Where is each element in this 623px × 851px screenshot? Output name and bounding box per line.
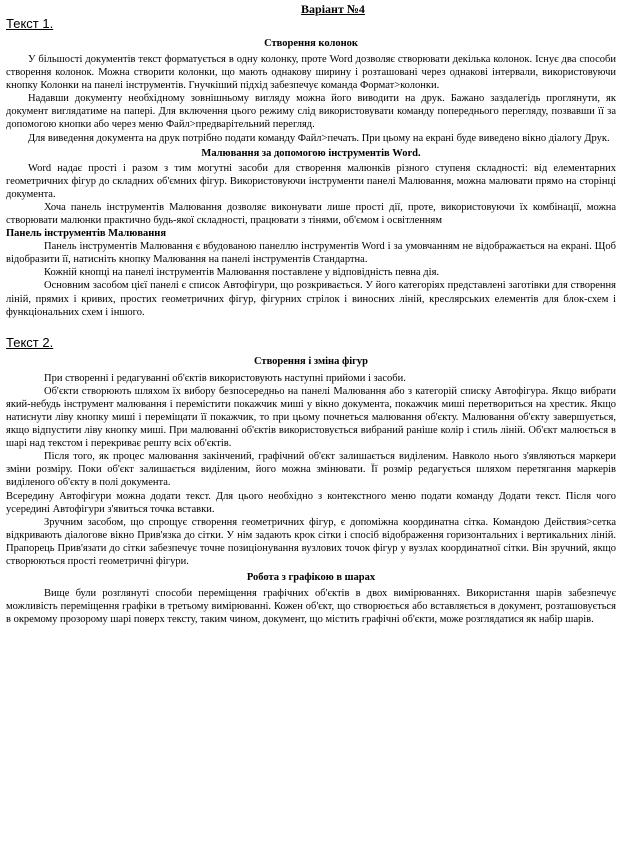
paragraph: У більшості документів текст форматується в одну колонку, проте Word дозволяє створювати декілька колонок. Існує два способи створення колонок. Можна створити колонки, що мають однакову ширину і розташовані через однакові інтервали, використовуючи кнопку Колонки на панелі інструментів. Гнучкіший підхід забезпечує команда Формат>колонки.	[6, 54, 616, 92]
paragraph: Вище були розглянуті способи переміщення графічних об'єктів в двох вимірюваннях. Використання шарів забезпечує можливість переміщення графіки в третьому вимірюванні. Кожен об'єкт, що створюється або вставляється в документ, розташовується в окремому прозорому шарі поверх тексту, таким чином, документ, що містить графічні об'єкти, може розглядатися як набір шарів.	[6, 588, 616, 626]
paragraph: Хоча панель інструментів Малювання дозволяє виконувати лише прості дії, проте, використовуючи їх комбінації, можна створювати малюнки практично будь-якої складності, працювати з тінями, об'ємом і освітленням	[6, 201, 616, 227]
document-page	[6, 0, 616, 626]
text1-label: Текст 1.	[6, 16, 54, 31]
paragraph: При створенні і редагуванні об'єктів використовують наступні прийоми і засоби.	[44, 372, 406, 384]
heading-columns: Створення колонок	[264, 38, 358, 49]
paragraph: Для виведення документа на друк потрібно подати команду Файл>печать. При цьому на екрані буде виведено вікно діалогу Друк.	[28, 132, 610, 144]
heading-layers: Робота з графікою в шарах	[246, 572, 376, 584]
text2-label: Текст 2.	[6, 334, 54, 350]
paragraph: Основним засобом цієї панелі є список Автофігури, що розкривається. У його категоріях представлені заготівки для створення ліній, прямих і кривих, простих геометричних фігур, фігурних стрілок і виносних ліній, креслярських елементів для блок-схем і функціональних схем і іншого.	[6, 280, 616, 318]
variant-title: Варіант №4	[301, 2, 365, 16]
paragraph: Word надає прості і разом з тим могутні засоби для створення малюнків різного ступеня складності: від елементарних геометричних фігур до складних об'ємних фігур. Використовуючи інструменти панелі Малювання, можна малювати прямо на сторінці документа.	[6, 162, 616, 200]
paragraph: Всередину Автофігури можна додати текст. Для цього необхідно з контекстного меню подати команду Додати текст. Після чого усередині Автофігури з'явиться точка вставки.	[6, 490, 616, 515]
heading-shapes: Створення і зміна фігур	[253, 355, 368, 367]
heading-drawing-toolbar: Панель інструментів Малювання	[6, 228, 167, 240]
text1-section	[6, 16, 616, 319]
paragraph: Зручним засобом, що спрощує створення геометричних фігур, є допоміжна координатна сітка. Командою Действия>сетка відкривають діалогове вікно Прив'язка до сітки. У нім задають крок сітки і спосіб відображення горизонтальних і вертикальних ліній. Прапорець Прив'язати до сітки забезпечує точне позиціонування вузлових точок фігур у вузлах координатної сітки. Він зручний, якщо створюються прості геометричні фігури.	[6, 516, 616, 567]
paragraph: Кожній кнопці на панелі інструментів Малювання поставлене у відповідність певна дія.	[44, 267, 440, 279]
heading-drawing: Малювання за допомогою інструментів Word.	[201, 147, 421, 159]
paragraph: Після того, як процес малювання закінчений, графічний об'єкт залишається виділеним. Навколо нього з'являються маркери зміни розміру. Поки об'єкт залишається виділеним, його можна змінювати. Її розмір редагується шляхом перетягання маркерів виділеного об'єкту в полі документа.	[6, 451, 616, 489]
paragraph: Надавши документу необхідному зовнішньому вигляду можна його виводити на друк. Бажано заздалегідь проглянути, як документ виглядатиме на папері. Для включення цього режиму слід використовувати команду попереднього перегляду, позвавши її за допомогою кнопки або через меню Файл>предварітельний перегляд.	[6, 93, 616, 131]
paragraph: Панель інструментів Малювання є вбудованою панеллю інструментів Word і за умовчанням не відображається на екрані. Щоб відобразити її, натисніть кнопку Малювання на панелі інструментів Стандартна.	[6, 241, 616, 266]
paragraph: Об'єкти створюють шляхом їх вибору безпосередньо на панелі Малювання або з категорій списку Автофігура. Якщо вибрати який-небудь інструмент малювання і перемістити покажчик миші у вікно документа, покажчик миші перетвориться на хрестик. Якщо натиснути ліву кнопку миші і переміщати її покажчик, то при цьому почнеться малювання об'єкту. Малювання об'єкту завершується, якщо відпустити ліву кнопку миші. При малюванні об'єктів використовується вибраний раніше колір і стиль ліній. Об'єкт малюється в шарі над текстом і перекриває решту всіх об'єктів.	[6, 385, 616, 450]
text2-section	[6, 335, 616, 627]
